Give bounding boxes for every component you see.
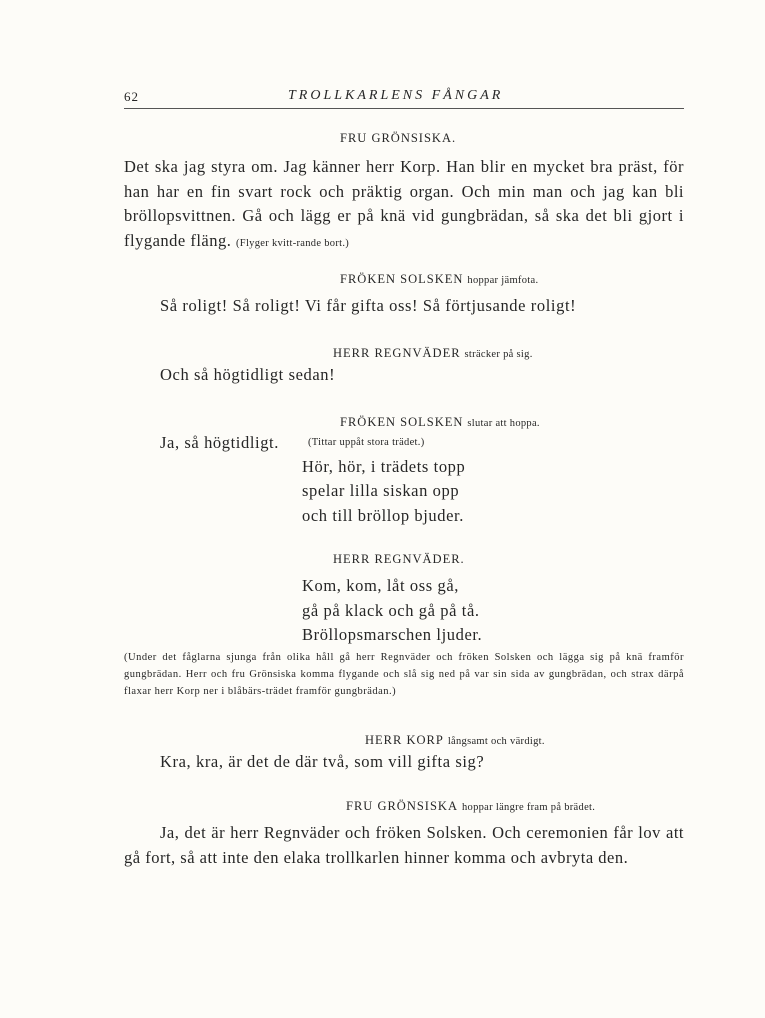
speaker-line — [340, 270, 538, 288]
speaker-froken-solsken: FRÖKEN SOLSKEN — [340, 272, 464, 286]
stage-direction: hoppar längre fram på brädet. — [461, 802, 596, 813]
stage-direction: sträcker på sig. — [464, 349, 533, 360]
speaker-line — [340, 413, 540, 431]
speaker-herr-korp: HERR KORP — [365, 733, 444, 747]
verse-line: Bröllopsmarschen ljuder. — [302, 625, 483, 644]
page-number: 62 — [124, 89, 139, 104]
speaker-fru-gronsiska: FRU GRÖNSISKA — [346, 799, 458, 813]
verse-line: gå på klack och gå på tå. — [302, 601, 480, 620]
running-title: TROLLKARLENS FÅNGAR — [288, 88, 504, 103]
dialogue-text: Ja, så högtidligt. — [160, 433, 279, 452]
stage-direction: (Tittar uppåt stora trädet.) — [308, 437, 425, 448]
stage-direction: slutar att hoppa. — [467, 418, 540, 429]
speaker-line — [365, 731, 545, 749]
stage-direction-paragraph: (Under det fåglarna sjunga från olika håll gå herr Regnväder och fröken Solsken och lägga sig på knä framför gungbrädan. Herr och fru Grönsiska komma flygande och slå sig ned på var sin sida av gungbrädan, och strax därpå flaxar herr Korp ner i blåbärs-trädet framför gungbrädan.) — [124, 652, 684, 697]
dialogue-paragraph: Ja, det är herr Regnväder och fröken Solsken. Och ceremonien får lov att gå fort, så att inte den elaka trollkarlen hinner komma och avbryta den. — [124, 823, 684, 867]
dialogue-text: Det ska jag styra om. Jag känner herr Korp. Han blir en mycket bra präst, för han har en fin svart rock och präktig organ. Och min man och jag kan bli bröllopsvittnen. Gå och lägg er på knä vid gungbrädan, så ska det bli gjort i flygande fläng. — [124, 157, 684, 250]
verse-line: Kom, kom, låt oss gå, — [302, 576, 459, 595]
header-rule — [124, 108, 684, 109]
verse-line: och till bröllop bjuder. — [302, 506, 464, 525]
stage-direction: hoppar jämfota. — [467, 275, 539, 286]
verse-line: Hör, hör, i trädets topp — [302, 457, 466, 476]
speaker-herr-regnvader: HERR REGNVÄDER. — [333, 552, 465, 566]
stage-direction: (Flyger kvitt-rande bort.) — [236, 237, 350, 249]
speaker-line — [346, 797, 595, 815]
dialogue-paragraph — [124, 155, 684, 256]
dialogue-text: Så roligt! Så roligt! Vi får gifta oss! Så förtjusande roligt! — [160, 296, 577, 315]
stage-direction: långsamt och värdigt. — [447, 736, 545, 747]
speaker-line — [333, 344, 533, 362]
speaker-fru-gronsiska: FRU GRÖNSISKA. — [340, 131, 457, 145]
verse-line: spelar lilla siskan opp — [302, 481, 460, 500]
dialogue-text: Och så högtidligt sedan! — [160, 365, 336, 384]
speaker-froken-solsken: FRÖKEN SOLSKEN — [340, 415, 464, 429]
dialogue-text: Kra, kra, är det de där två, som vill gifta sig? — [160, 752, 485, 771]
speaker-herr-regnvader: HERR REGNVÄDER — [333, 346, 461, 360]
